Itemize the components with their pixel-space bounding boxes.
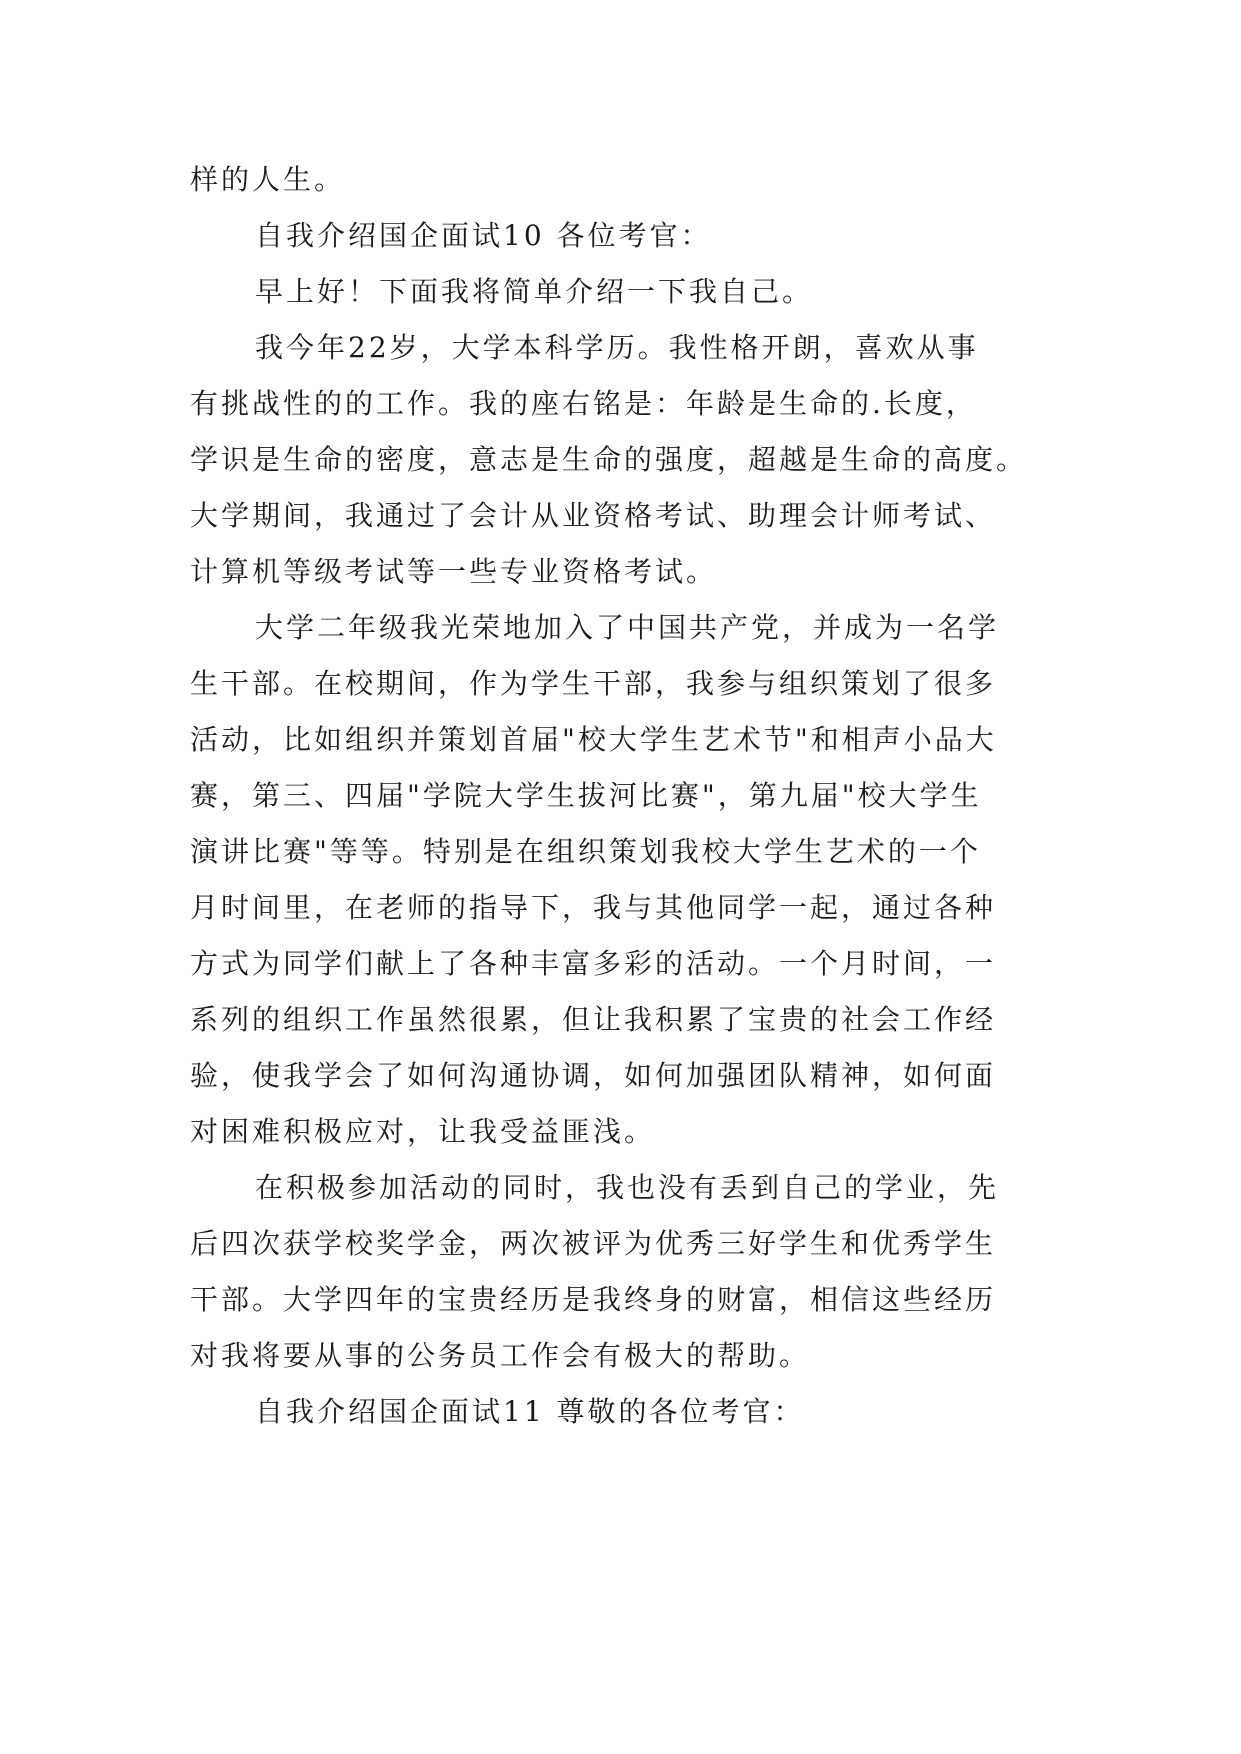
text-line: 方式为同学们献上了各种丰富多彩的活动。一个月时间，一 xyxy=(190,947,997,980)
text-line: 活动，比如组织并策划首届"校大学生艺术节"和相声小品大 xyxy=(190,723,997,756)
text-line: 演讲比赛"等等。特别是在组织策划我校大学生艺术的一个 xyxy=(190,835,981,868)
text-line: 学识是生命的密度，意志是生命的强度，超越是生命的高度。 xyxy=(190,443,1028,476)
text-line: 后四次获学校奖学金，两次被评为优秀三好学生和优秀学生 xyxy=(190,1227,997,1260)
text-line: 赛，第三、四届"学院大学生拔河比赛"，第九届"校大学生 xyxy=(190,779,982,812)
text-line: 生干部。在校期间，作为学生干部，我参与组织策划了很多 xyxy=(190,667,997,700)
text-line: 大学期间，我通过了会计从业资格考试、助理会计师考试、 xyxy=(190,499,997,532)
text-line: 早上好！下面我将简单介绍一下我自己。 xyxy=(255,275,814,308)
text-line: 我今年22岁，大学本科学历。我性格开朗，喜欢从事 xyxy=(255,331,979,364)
text-line: 大学二年级我光荣地加入了中国共产党，并成为一名学 xyxy=(255,611,1000,644)
text-line: 对我将要从事的公务员工作会有极大的帮助。 xyxy=(190,1339,811,1372)
text-line: 样的人生。 xyxy=(190,163,346,196)
text-line: 对困难积极应对，让我受益匪浅。 xyxy=(190,1115,656,1148)
text-line: 验，使我学会了如何沟通协调，如何加强团队精神，如何面 xyxy=(190,1059,997,1092)
document-body xyxy=(190,152,1070,1440)
section-heading: 自我介绍国企面试10 各位考官： xyxy=(255,219,712,252)
text-line: 系列的组织工作虽然很累，但让我积累了宝贵的社会工作经 xyxy=(190,1003,997,1036)
text-line: 计算机等级考试等一些专业资格考试。 xyxy=(190,555,718,588)
section-heading: 自我介绍国企面试11 尊敬的各位考官： xyxy=(255,1395,805,1428)
text-line: 在积极参加活动的同时，我也没有丢到自己的学业，先 xyxy=(255,1171,1000,1204)
text-line: 干部。大学四年的宝贵经历是我终身的财富，相信这些经历 xyxy=(190,1283,997,1316)
text-line: 有挑战性的的工作。我的座右铭是：年龄是生命的.长度， xyxy=(190,387,977,420)
text-line: 月时间里，在老师的指导下，我与其他同学一起，通过各种 xyxy=(190,891,997,924)
